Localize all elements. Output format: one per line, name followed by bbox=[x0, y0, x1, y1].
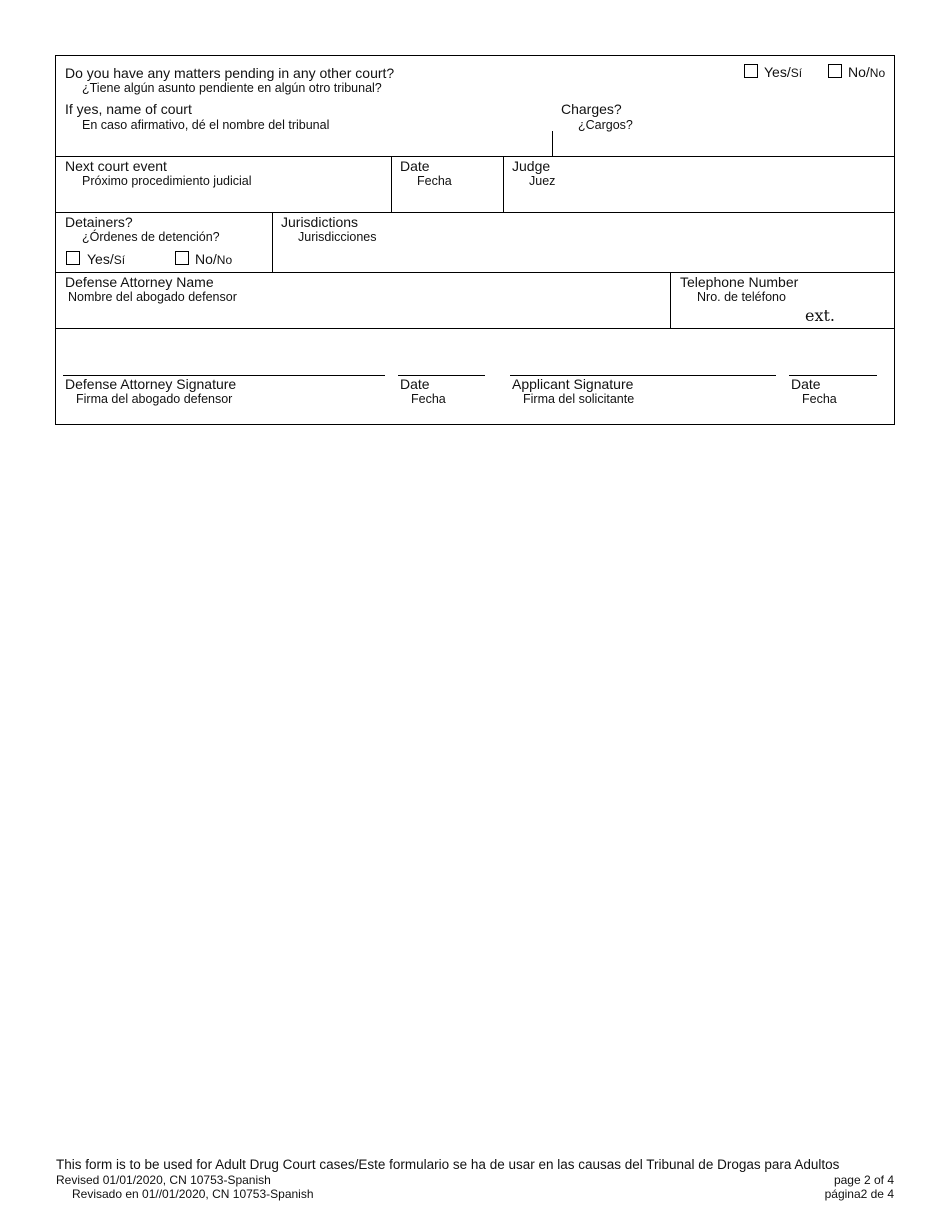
detainers-label: Detainers? bbox=[65, 214, 133, 230]
col-divider bbox=[391, 156, 392, 212]
detainers-no-checkbox[interactable] bbox=[175, 251, 189, 265]
telephone-field[interactable] bbox=[676, 306, 801, 326]
applicant-date-field[interactable] bbox=[789, 346, 877, 374]
footer-revised: Revised 01/01/2020, CN 10753-Spanish bbox=[56, 1173, 271, 1187]
telephone-label-es: Nro. de teléfono bbox=[697, 290, 786, 304]
page-number: page 2 of 4 bbox=[833, 1173, 894, 1187]
pending-no-checkbox[interactable] bbox=[828, 64, 842, 78]
judge-label: Judge bbox=[512, 158, 551, 174]
next-court-event-label: Next court event bbox=[65, 158, 167, 174]
applicant-signature-label-es: Firma del solicitante bbox=[523, 392, 635, 406]
pending-yes-label: Yes/Sí bbox=[764, 64, 803, 80]
charges-divider bbox=[552, 131, 553, 156]
applicant-signature-label: Applicant Signature bbox=[512, 376, 634, 392]
detainers-no-label: No/No bbox=[195, 251, 233, 267]
col-divider bbox=[272, 212, 273, 272]
attorney-signature-label-es: Firma del abogado defensor bbox=[76, 392, 233, 406]
court-name-field[interactable] bbox=[65, 134, 550, 156]
attorney-signature-label: Defense Attorney Signature bbox=[65, 376, 237, 392]
row-divider bbox=[56, 272, 894, 273]
applicant-date-label-es: Fecha bbox=[802, 392, 837, 406]
applicant-signature-field[interactable] bbox=[510, 346, 776, 374]
charges-label-es: ¿Cargos? bbox=[578, 118, 633, 132]
event-date-field[interactable] bbox=[396, 189, 501, 211]
court-info-form bbox=[55, 55, 895, 425]
jurisdictions-label-es: Jurisdicciones bbox=[298, 230, 377, 244]
next-court-event-field[interactable] bbox=[65, 189, 385, 211]
charges-field[interactable] bbox=[556, 134, 886, 156]
jurisdictions-field[interactable] bbox=[278, 246, 888, 270]
jurisdictions-label: Jurisdictions bbox=[281, 214, 359, 230]
event-date-label: Date bbox=[400, 158, 430, 174]
page-number-es: página2 de 4 bbox=[824, 1187, 894, 1201]
next-court-event-label-es: Próximo procedimiento judicial bbox=[82, 174, 252, 188]
detainers-yes-checkbox[interactable] bbox=[66, 251, 80, 265]
attorney-name-field[interactable] bbox=[65, 306, 665, 326]
detainers-yes-label: Yes/Sí bbox=[87, 251, 126, 267]
attorney-date-label: Date bbox=[400, 376, 430, 392]
judge-field[interactable] bbox=[508, 189, 888, 211]
pending-question-es: ¿Tiene algún asunto pendiente en algún otro tribunal? bbox=[82, 81, 382, 95]
attorney-signature-field[interactable] bbox=[63, 346, 385, 374]
attorney-name-label: Defense Attorney Name bbox=[65, 274, 214, 290]
judge-label-es: Juez bbox=[529, 174, 556, 188]
pending-question: Do you have any matters pending in any other court? bbox=[65, 65, 395, 81]
telephone-label: Telephone Number bbox=[680, 274, 799, 290]
row-divider bbox=[56, 328, 894, 329]
charges-label: Charges? bbox=[561, 101, 622, 117]
row-divider bbox=[56, 156, 894, 157]
attorney-date-label-es: Fecha bbox=[411, 392, 446, 406]
court-name-label: If yes, name of court bbox=[65, 101, 192, 117]
row-divider bbox=[56, 212, 894, 213]
footer-purpose: This form is to be used for Adult Drug Court cases/Este formulario se ha de usar en las causas del Tribunal de Drogas para Adultos bbox=[56, 1157, 840, 1172]
extension-label: ext. bbox=[805, 306, 836, 325]
event-date-label-es: Fecha bbox=[417, 174, 452, 188]
col-divider bbox=[670, 272, 671, 328]
detainers-label-es: ¿Órdenes de detención? bbox=[82, 230, 220, 244]
footer-revised-es: Revisado en 01//01/2020, CN 10753-Spanish bbox=[72, 1187, 314, 1201]
attorney-name-label-es: Nombre del abogado defensor bbox=[68, 290, 237, 304]
pending-yes-checkbox[interactable] bbox=[744, 64, 758, 78]
applicant-date-label: Date bbox=[791, 376, 821, 392]
pending-no-label: No/No bbox=[848, 64, 886, 80]
col-divider bbox=[503, 156, 504, 212]
attorney-date-field[interactable] bbox=[398, 346, 485, 374]
court-name-label-es: En caso afirmativo, dé el nombre del tribunal bbox=[82, 118, 330, 132]
